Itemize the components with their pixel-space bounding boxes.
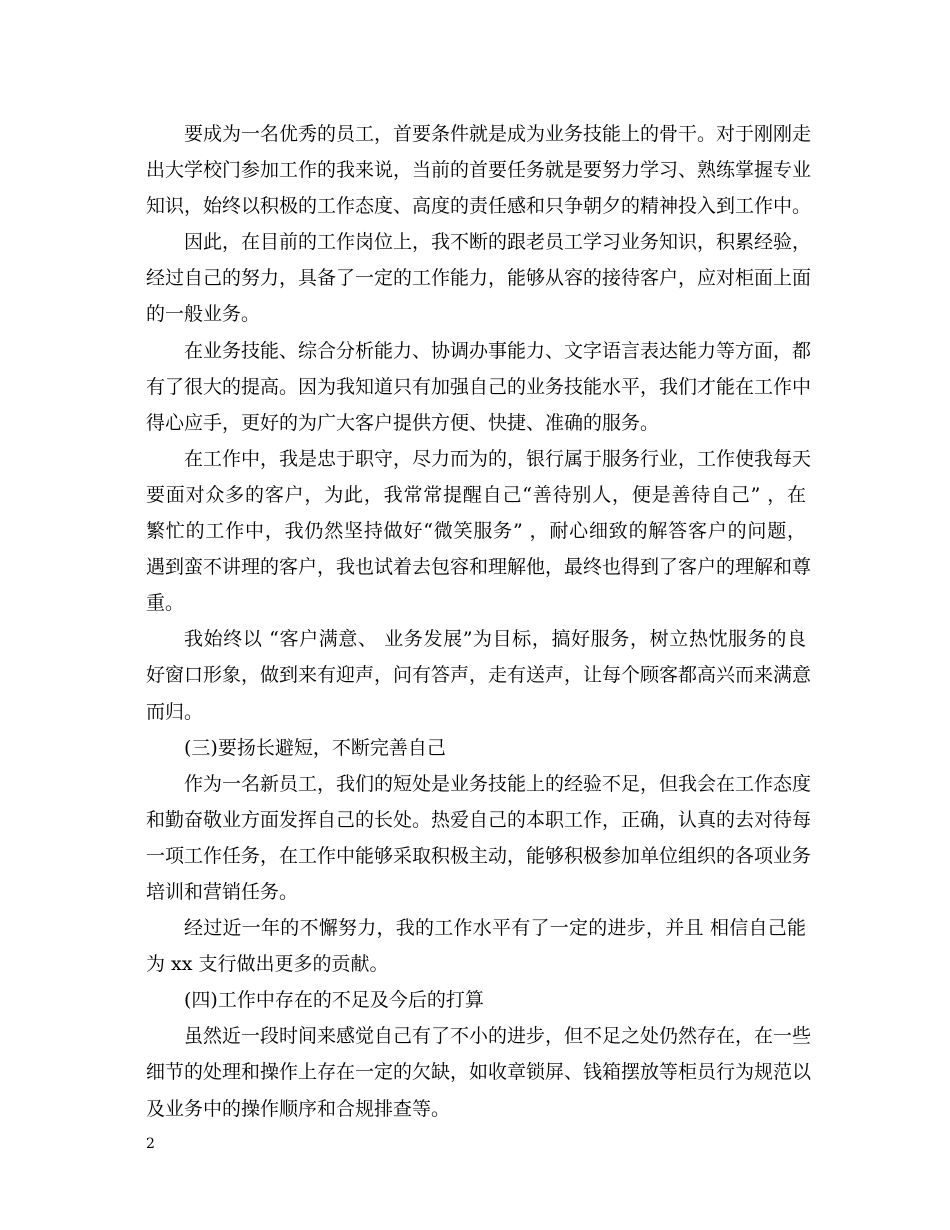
paragraph-line: 而归。 (146, 700, 204, 723)
paragraph-line: 有了很大的提高。因为我知道只有加强自己的业务技能水平，我们才能在工作中 (146, 375, 812, 398)
paragraph-line: 我始终以 “客户满意、 业务发展”为目标，搞好服务，树立热忱服务的良 (184, 628, 806, 651)
paragraph-line: 遇到蛮不讲理的客户，我也试着去包容和理解他，最终也得到了客户的理解和尊 (146, 556, 812, 579)
paragraph-line: 细节的处理和操作上存在一定的欠缺，如收章锁屏、钱箱摆放等柜员行为规范以 (146, 1061, 812, 1084)
paragraph-line: 知识，始终以积极的工作态度、高度的责任感和只争朝夕的精神投入到工作中。 (146, 195, 812, 218)
paragraph-line: 和勤奋敬业方面发挥自己的长处。热爱自己的本职工作，正确，认真的去对待每 (146, 808, 812, 831)
paragraph (146, 116, 812, 224)
paragraph-line: 虽然近一段时间来感觉自己有了不小的进步，但不足之处仍然存在，在一些 (184, 1025, 812, 1048)
paragraph-line: 的一般业务。 (146, 303, 261, 326)
paragraph (146, 224, 812, 332)
paragraph (146, 982, 806, 1018)
paragraph (146, 621, 812, 729)
page-number: 2 (146, 1136, 155, 1152)
paragraph-line: 及业务中的操作顺序和合规排查等。 (146, 1097, 451, 1120)
document-body (146, 116, 812, 1127)
paragraph-line: 培训和营销任务。 (146, 880, 299, 903)
paragraph-line: 因此，在目前的工作岗位上，我不断的跟老员工学习业务知识，积累经验， (184, 231, 812, 254)
paragraph-line: 经过自己的努力，具备了一定的工作能力，能够从容的接待客户，应对柜面上面 (146, 267, 812, 290)
paragraph-line: 作为一名新员工，我们的短处是业务技能上的经验不足，但我会在工作态度 (184, 772, 812, 795)
paragraph (146, 910, 806, 982)
paragraph-line: 要面对众多的客户，为此，我常常提醒自己“善待别人，便是善待自己” ，在 (146, 483, 806, 506)
paragraph-line: 要成为一名优秀的员工，首要条件就是成为业务技能上的骨干。对于刚刚走 (184, 123, 812, 145)
paragraph-line: (四)工作中存在的不足及今后的打算 (184, 989, 484, 1012)
paragraph (146, 441, 812, 621)
paragraph (146, 766, 812, 910)
paragraph-line: 在业务技能、综合分析能力、协调办事能力、文字语言表达能力等方面，都 (184, 339, 812, 362)
paragraph (146, 730, 806, 766)
paragraph-line: 重。 (146, 592, 185, 615)
paragraph-line: 繁忙的工作中，我仍然坚持做好“微笑服务” ，耐心细致的解答客户的问题， (146, 520, 806, 543)
paragraph (146, 333, 812, 441)
paragraph-line: 出大学校门参加工作的我来说，当前的首要任务就是要努力学习、熟练掌握专业 (146, 159, 812, 182)
paragraph-line: 一项工作任务，在工作中能够采取积极主动，能够积极参加单位组织的各项业务 (146, 844, 812, 867)
paragraph-line: (三)要扬长避短，不断完善自己 (184, 736, 446, 759)
paragraph-line: 为 xx 支行做出更多的贡献。 (146, 953, 389, 976)
paragraph-line: 好窗口形象，做到来有迎声，问有答声，走有送声，让每个顾客都高兴而来满意 (146, 664, 812, 687)
paragraph-line: 得心应手，更好的为广大客户提供方便、快捷、准确的服务。 (146, 411, 660, 434)
paragraph-line: 经过近一年的不懈努力，我的工作水平有了一定的进步，并且 相信自己能 (184, 917, 806, 940)
paragraph (146, 1018, 812, 1126)
paragraph-line: 在工作中，我是忠于职守，尽力而为的，银行属于服务行业，工作使我每天 (184, 447, 812, 470)
